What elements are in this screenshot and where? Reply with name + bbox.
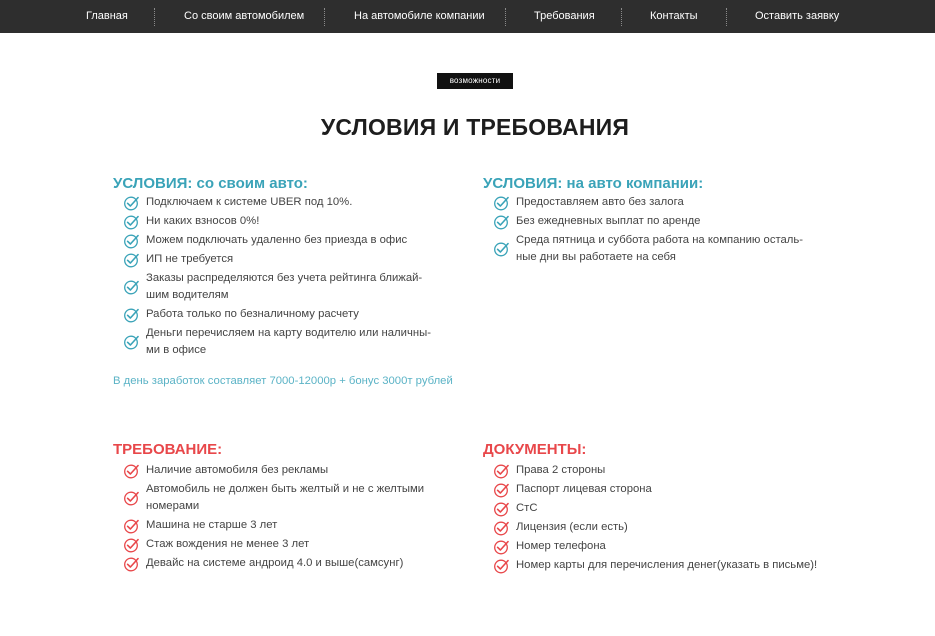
top-navigation [0,0,935,33]
nav-contacts[interactable]: Контакты [650,10,698,22]
nav-company-car[interactable]: На автомобиле компании [354,10,485,22]
list-item: Стаж вождения не менее 3 лет [113,536,458,553]
list-item: Деньги перечисляем на карту водителю или наличны- ми в офисе [113,325,458,359]
company-car-list [483,194,828,268]
list-item: Предоставляем авто без залога [483,194,828,211]
requirements-heading: ТРЕБОВАНИЕ: [113,441,223,458]
company-car-heading: УСЛОВИЯ: на авто компании: [483,175,704,192]
nav-separator [324,8,325,26]
teal-check-icon [493,214,509,230]
list-item: Можем подключать удаленно без приезда в офис [113,232,458,249]
nav-separator [154,8,155,26]
teal-check-icon [493,195,509,211]
teal-check-icon [123,195,139,211]
red-check-icon [493,539,509,555]
red-check-icon [123,463,139,479]
list-item: Среда пятница и суббота работа на компанию осталь- ные дни вы работаете на себя [483,232,828,266]
own-car-heading: УСЛОВИЯ: со своим авто: [113,175,308,192]
list-item: Работа только по безналичному расчету [113,306,458,323]
nav-own-car[interactable]: Со своим автомобилем [184,10,305,22]
teal-check-icon [493,241,509,257]
list-item: Ни каких взносов 0%! [113,213,458,230]
teal-check-icon [123,334,139,350]
list-item: Паспорт лицевая сторона [483,481,843,498]
list-item: Без ежедневных выплат по аренде [483,213,828,230]
red-check-icon [123,490,139,506]
list-item: Номер карты для перечисления денег(указать в письме)! [483,557,843,574]
list-item: Машина не старше 3 лет [113,517,458,534]
list-item: Автомобиль не должен быть желтый и не с желтыми номерами [113,481,458,515]
list-item: Номер телефона [483,538,843,555]
nav-home[interactable]: Главная [86,10,128,22]
nav-separator [505,8,506,26]
teal-check-icon [123,279,139,295]
list-item: Подключаем к системе UBER под 10%. [113,194,458,211]
nav-separator [621,8,622,26]
red-check-icon [493,501,509,517]
earnings-note: В день заработок составляет 7000-12000р + бонус 3000т рублей [113,375,453,387]
requirements-list [113,462,458,574]
teal-check-icon [123,307,139,323]
teal-check-icon [123,233,139,249]
own-car-list [113,194,458,361]
page-title: УСЛОВИЯ И ТРЕБОВАНИЯ [320,114,630,140]
list-item: Заказы распределяются без учета рейтинга ближай- шим водителям [113,270,458,304]
nav-apply[interactable]: Оставить заявку [755,10,840,22]
documents-heading: ДОКУМЕНТЫ: [483,441,587,458]
red-check-icon [493,520,509,536]
nav-separator [726,8,727,26]
red-check-icon [493,482,509,498]
red-check-icon [493,463,509,479]
list-item: Права 2 стороны [483,462,843,479]
red-check-icon [123,537,139,553]
red-check-icon [123,556,139,572]
red-check-icon [493,558,509,574]
list-item: ИП не требуется [113,251,458,268]
documents-list [483,462,843,576]
teal-check-icon [123,214,139,230]
list-item: Лицензия (если есть) [483,519,843,536]
nav-requirements[interactable]: Требования [534,10,595,22]
list-item: СтС [483,500,843,517]
teal-check-icon [123,252,139,268]
list-item: Наличие автомобиля без рекламы [113,462,458,479]
list-item: Девайс на системе андроид 4.0 и выше(самсунг) [113,555,458,572]
section-badge: возможности [437,73,513,89]
red-check-icon [123,518,139,534]
